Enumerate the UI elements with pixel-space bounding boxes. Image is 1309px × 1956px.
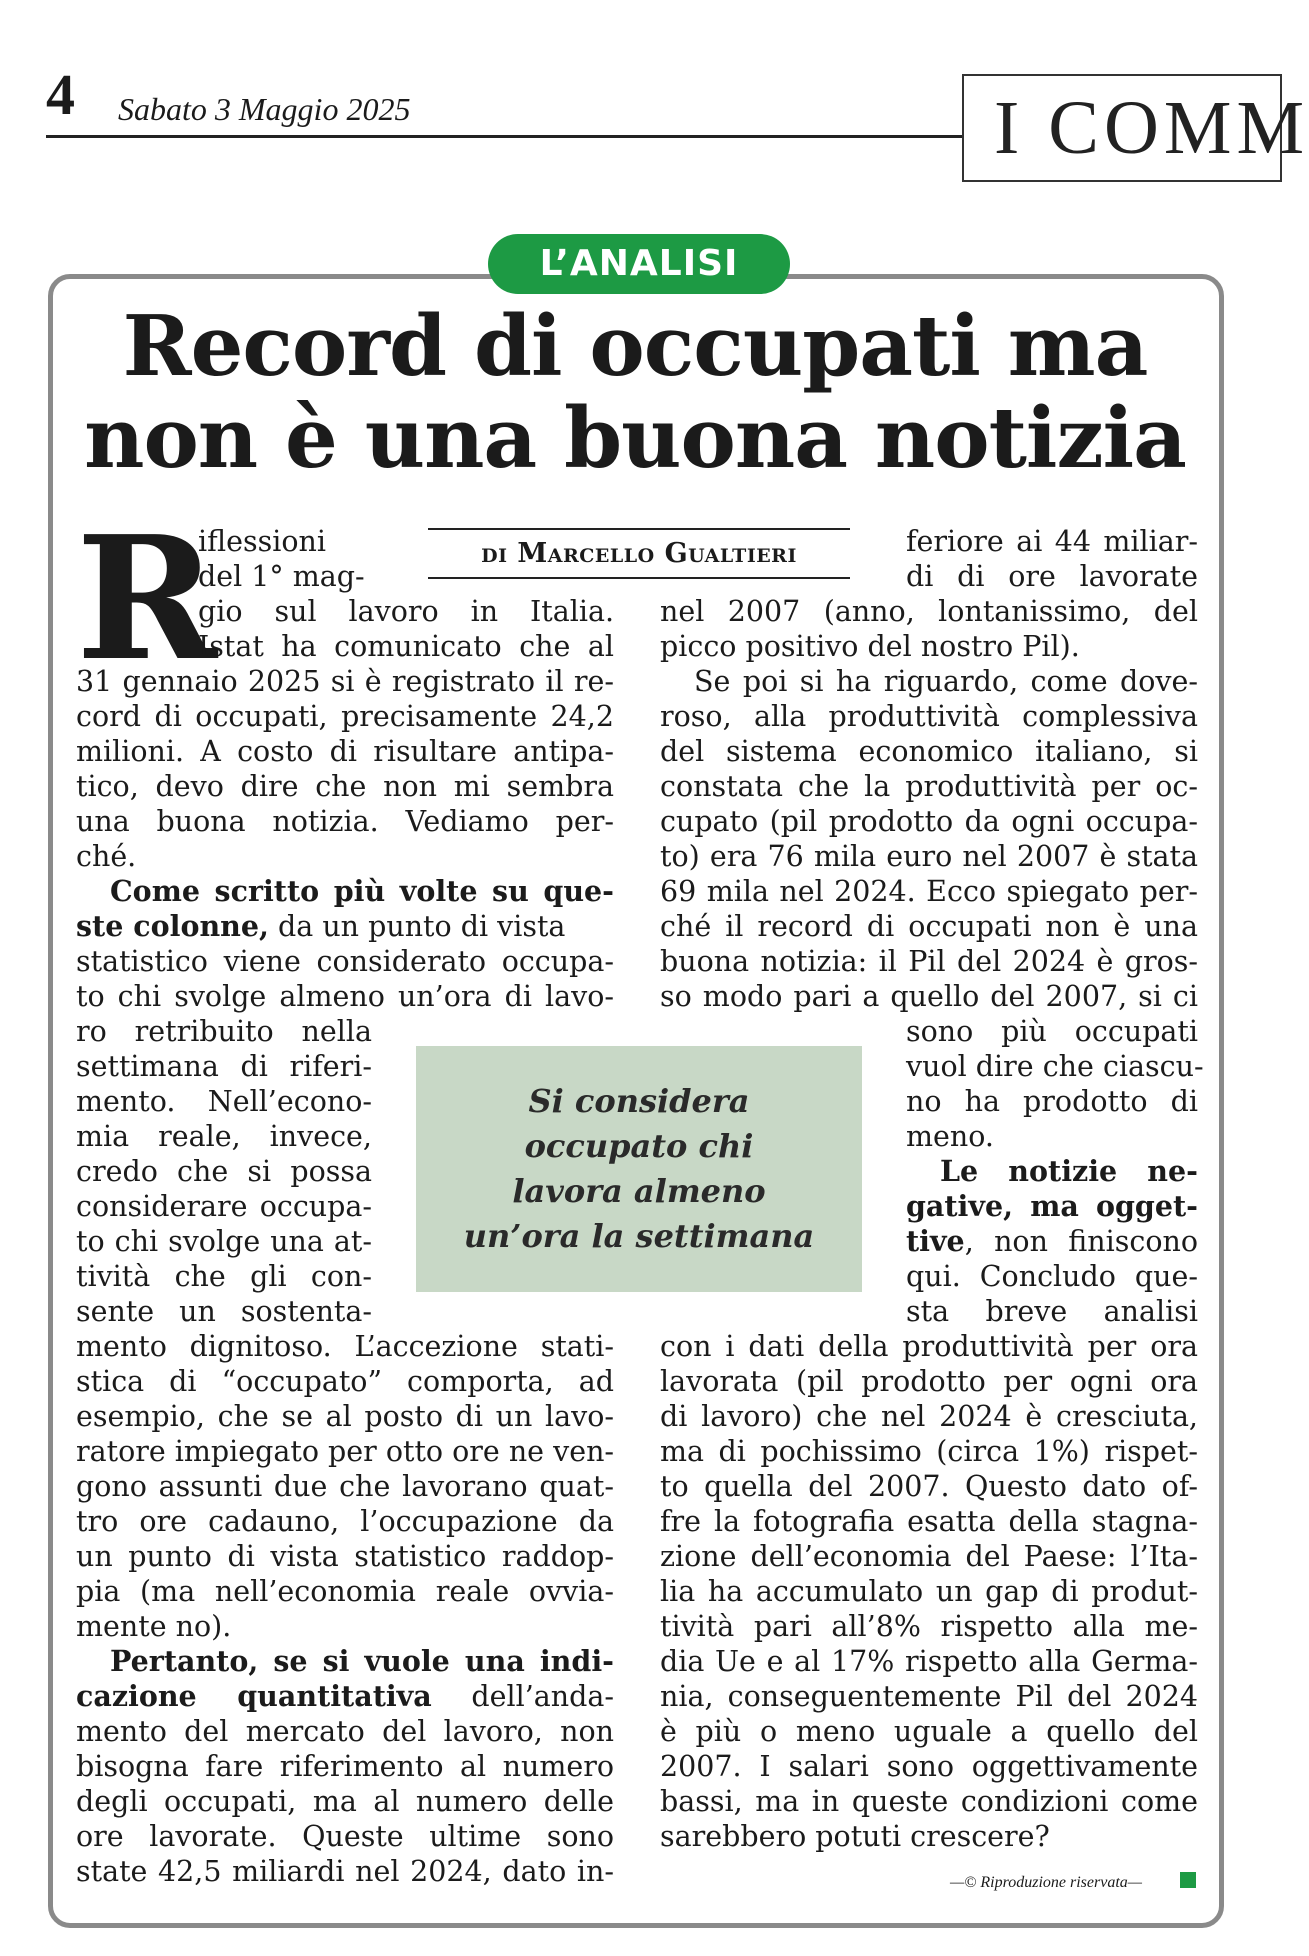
text-line: del sistema economico italiano, si bbox=[660, 735, 1198, 768]
text-line: ma di pochissimo (circa 1%) rispet- bbox=[660, 1435, 1198, 1468]
text-line: nia, conseguentemente Pil del 2024 bbox=[660, 1680, 1198, 1713]
text-line: tro ore cadauno, l’occupazione da bbox=[76, 1505, 614, 1538]
bold-lead-in: ste colonne, bbox=[76, 909, 269, 943]
text-line bbox=[76, 909, 614, 944]
text-line: ratore impiegato per otto ore ne ven- bbox=[76, 1435, 615, 1468]
bold-lead-in: tive bbox=[906, 1224, 965, 1258]
text-line: un punto di vista statistico raddop- bbox=[76, 1540, 614, 1573]
text-line: so modo pari a quello del 2007, si ci bbox=[660, 980, 1198, 1013]
bold-lead-in: cazione quantitativa bbox=[76, 1679, 432, 1713]
text-line: no ha prodotto di bbox=[906, 1085, 1198, 1118]
text-line: tività che gli con- bbox=[76, 1260, 372, 1293]
text-line: ché. bbox=[76, 840, 137, 873]
text-line: del 1° mag- bbox=[198, 560, 365, 593]
text-line: sarebbero potuti crescere? bbox=[660, 1820, 1050, 1853]
text-line-bold: Le notizie ne- bbox=[940, 1154, 1198, 1188]
text-line: pia (ma nell’economia reale ovvia- bbox=[76, 1575, 614, 1608]
text-line: ore lavorate. Queste ultime sono bbox=[76, 1820, 614, 1853]
text-line: una buona notizia. Vediamo per- bbox=[76, 805, 614, 838]
page-number: 4 bbox=[46, 62, 75, 127]
text-line: è più o meno uguale a quello del bbox=[660, 1715, 1198, 1748]
headline-line: non è una buona notizia bbox=[84, 389, 1186, 487]
headline bbox=[60, 297, 1210, 487]
text-line: qui. Concludo que- bbox=[906, 1260, 1198, 1293]
text-line bbox=[906, 1224, 1198, 1259]
text-line: zione dell’economia del Paese: l’Ita- bbox=[660, 1540, 1198, 1573]
pull-quote-line: Si considera bbox=[528, 1082, 750, 1120]
pull-quote-line: lavora almeno bbox=[512, 1172, 766, 1210]
text-line-bold: Pertanto, se si vuole una indi- bbox=[110, 1644, 614, 1678]
text-line: 31 gennaio 2025 si è registrato il re- bbox=[76, 665, 614, 698]
kicker-badge: L’ANALISI bbox=[488, 234, 790, 294]
text-line: mento del mercato del lavoro, non bbox=[76, 1715, 614, 1748]
text-line: settimana di riferi- bbox=[76, 1050, 372, 1083]
pull-quote-line: un’ora la settimana bbox=[463, 1217, 815, 1255]
text-line: ché il record di occupati non è una bbox=[660, 910, 1198, 943]
text-line: mento dignitoso. L’accezione stati- bbox=[76, 1330, 614, 1363]
text-line: 69 mila nel 2024. Ecco spiegato per- bbox=[660, 875, 1198, 908]
text-line: stica di “occupato” comporta, ad bbox=[76, 1365, 614, 1398]
text-line: to) era 76 mila euro nel 2007 è stata bbox=[660, 840, 1198, 873]
text-line: meno. bbox=[906, 1120, 994, 1153]
text-line: sta breve analisi bbox=[906, 1295, 1198, 1328]
headline-line: Record di occupati ma bbox=[122, 297, 1148, 395]
text-line: credo che si possa bbox=[76, 1155, 372, 1188]
byline-rule bbox=[428, 528, 850, 530]
text-line: mento. Nell’econo- bbox=[76, 1085, 372, 1118]
text-line: to quella del 2007. Questo dato of- bbox=[660, 1470, 1198, 1503]
text-line: nel 2007 (anno, lontanissimo, del bbox=[660, 595, 1198, 628]
header-rule bbox=[46, 135, 964, 138]
section-header-box bbox=[962, 74, 1309, 182]
pull-quote-line: occupato chi bbox=[524, 1127, 754, 1165]
text-line: dia Ue e al 17% rispetto alla Germa- bbox=[660, 1645, 1198, 1678]
text-line: tività pari all’8% rispetto alla me- bbox=[660, 1610, 1198, 1643]
text-line: gio sul lavoro in Italia. bbox=[198, 595, 614, 628]
text-line: roso, alla produttività complessiva bbox=[660, 700, 1198, 733]
text-line: milioni. A costo di risultare antipa- bbox=[76, 735, 614, 768]
text-line: con i dati della produttività per ora bbox=[660, 1330, 1198, 1363]
text-line: esempio, che se al posto di un lavo- bbox=[76, 1400, 614, 1433]
text-line: tico, devo dire che non mi sembra bbox=[76, 770, 614, 803]
text-line: to chi svolge almeno un’ora di lavo- bbox=[76, 980, 614, 1013]
text-line: constata che la produttività per oc- bbox=[660, 770, 1198, 803]
text-line-bold: gative, ma ogget- bbox=[906, 1189, 1198, 1223]
text-line-bold: Come scritto più volte su que- bbox=[110, 874, 614, 908]
text-run: dell’anda- bbox=[431, 1680, 615, 1713]
text-line: fre la fotografia esatta della stagna- bbox=[660, 1505, 1198, 1538]
text-line: feriore ai 44 miliar- bbox=[906, 525, 1198, 558]
text-line: iflessioni bbox=[198, 525, 326, 558]
drop-cap: R bbox=[76, 499, 218, 699]
text-line: buona notizia: il Pil del 2024 è gros- bbox=[660, 945, 1198, 978]
text-line: mente no). bbox=[76, 1610, 232, 1643]
text-line: state 42,5 miliardi nel 2024, dato in- bbox=[76, 1855, 614, 1888]
text-line: degli occupati, ma al numero delle bbox=[76, 1785, 614, 1818]
text-line bbox=[76, 1679, 614, 1714]
byline: di Marcello Gualtieri bbox=[481, 538, 797, 569]
text-line: Se poi si ha riguardo, come dove- bbox=[694, 665, 1198, 698]
text-line: Istat ha comunicato che al bbox=[198, 630, 614, 663]
copyright-note: —© Riproduzione riservata— bbox=[950, 1874, 1143, 1891]
text-line: lavorata (pil prodotto per ogni ora bbox=[660, 1365, 1198, 1398]
issue-date: Sabato 3 Maggio 2025 bbox=[118, 91, 411, 127]
text-line: cupato (pil prodotto da ogni occupa- bbox=[660, 805, 1198, 838]
text-line: di di ore lavorate bbox=[906, 560, 1198, 593]
pull-quote-text bbox=[464, 1079, 814, 1259]
text-line: bisogna fare riferimento al numero bbox=[76, 1750, 614, 1783]
text-run: da un punto di vista bbox=[268, 910, 566, 943]
text-run: , non finiscono bbox=[964, 1225, 1198, 1258]
text-line: sente un sostenta- bbox=[76, 1295, 372, 1328]
byline-rule bbox=[428, 577, 850, 579]
text-line: statistico viene considerato occupa- bbox=[76, 945, 614, 978]
text-line: considerare occupa- bbox=[76, 1190, 372, 1223]
pull-quote bbox=[416, 1046, 862, 1292]
section-title: I COMM bbox=[994, 86, 1309, 170]
text-line: mia reale, invece, bbox=[76, 1120, 372, 1153]
text-line: bassi, ma in queste condizioni come bbox=[660, 1785, 1198, 1818]
text-line: ro retribuito nella bbox=[76, 1015, 372, 1048]
end-square-icon bbox=[1180, 1872, 1196, 1888]
text-line: cord di occupati, precisamente 24,2 bbox=[76, 700, 614, 733]
text-line: picco positivo del nostro Pil). bbox=[660, 630, 1080, 663]
text-line: to chi svolge una at- bbox=[76, 1225, 372, 1258]
text-line: gono assunti due che lavorano quat- bbox=[76, 1470, 614, 1503]
text-line: 2007. I salari sono oggettivamente bbox=[660, 1750, 1198, 1783]
text-line: vuol dire che ciascu- bbox=[906, 1050, 1204, 1083]
text-line: lia ha accumulato un gap di produt- bbox=[660, 1575, 1198, 1608]
text-line: di lavoro) che nel 2024 è cresciuta, bbox=[660, 1400, 1198, 1433]
text-line: sono più occupati bbox=[906, 1015, 1198, 1048]
